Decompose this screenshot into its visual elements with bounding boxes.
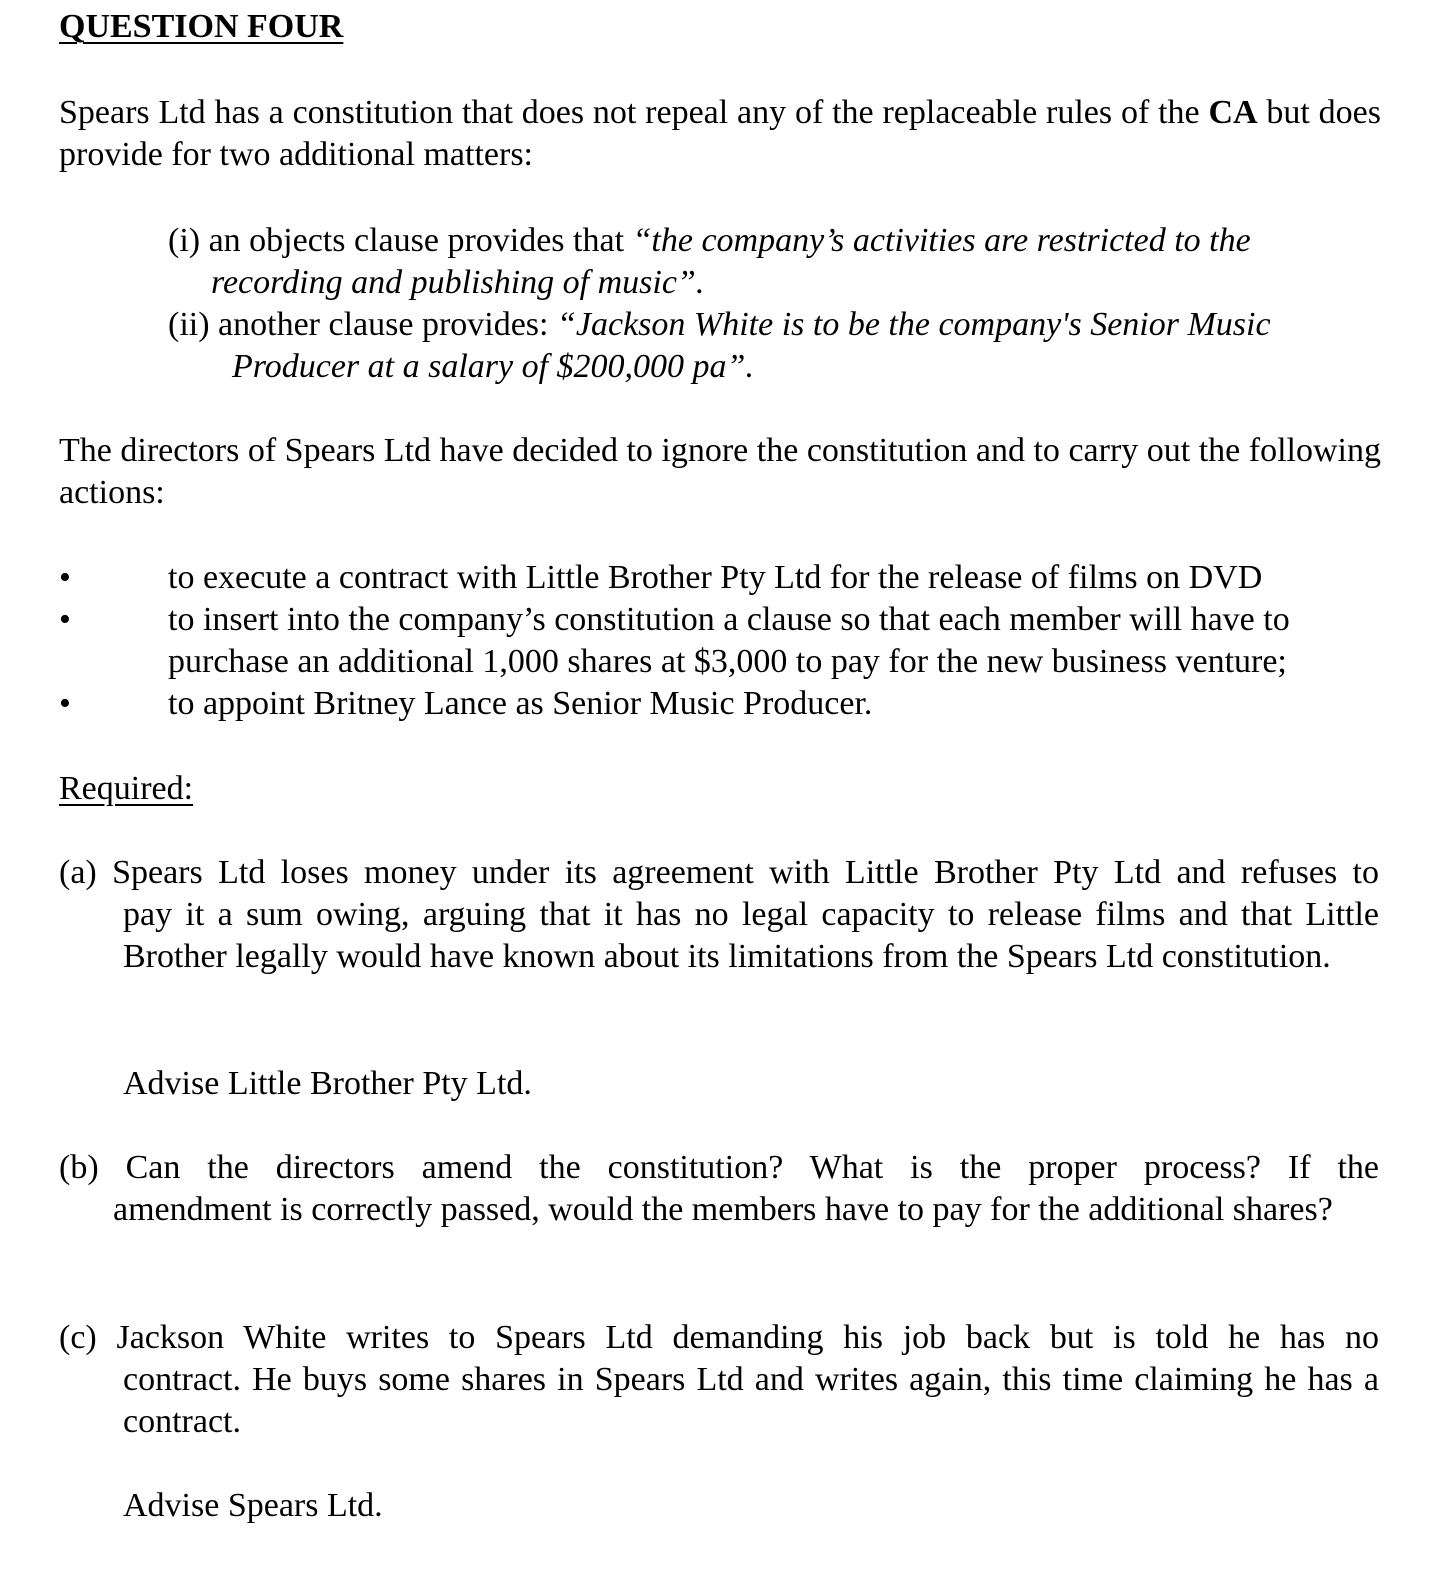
clause-prefix: (ii) another clause provides:	[168, 306, 557, 343]
bullet-icon: •	[59, 601, 71, 638]
bullet-icon: •	[59, 559, 71, 596]
required-label: Required:	[59, 770, 194, 807]
clause-quote-line1: “the company’s activities are restricted to the	[632, 222, 1251, 259]
question-c-advise: Advise Spears Ltd.	[123, 1487, 383, 1524]
clause-prefix: (i) an objects clause provides that	[168, 222, 633, 259]
action-text: to execute a contract with Little Brother Pty Ltd for the release of films on DVD	[168, 559, 1263, 596]
intro-bold-term: CA	[1208, 94, 1258, 131]
question-a-advise: Advise Little Brother Pty Ltd.	[123, 1065, 532, 1102]
list-item	[59, 557, 1381, 599]
question-c	[59, 1317, 1379, 1443]
list-item	[59, 599, 1381, 683]
question-heading: QUESTION FOUR	[59, 8, 344, 45]
question-b-first-line: (b) Can the directors amend the constitution? What is the proper process? If the	[59, 1149, 1379, 1186]
action-text: to insert into the company’s constitution a clause so that each member will have to purchase an additional 1,000 shares at $3,000 to pay for the new business venture;	[168, 601, 1290, 680]
question-a	[59, 852, 1379, 978]
question-a-text: pay it a sum owing, arguing that it has no legal capacity to release films and that Little Brother legally would have known about its limitations from the Spears Ltd constitution.	[123, 896, 1379, 975]
question-b	[59, 1147, 1379, 1231]
question-c-first-line: (c) Jackson White writes to Spears Ltd demanding his job back but is told he has no	[59, 1319, 1379, 1356]
intro-text-after: but does provide for two additional matters:	[59, 94, 1381, 173]
question-a-first-line: (a) Spears Ltd loses money under its agreement with Little Brother Pty Ltd and refuses to	[59, 854, 1379, 891]
actions-list	[59, 557, 1381, 725]
intro-text-before: Spears Ltd has a constitution that does not repeal any of the replaceable rules of the	[59, 94, 1209, 131]
clause-quote-line2: recording and publishing of music”.	[211, 264, 705, 301]
action-text: to appoint Britney Lance as Senior Music Producer.	[168, 685, 873, 722]
question-c-text: contract. He buys some shares in Spears Ltd and writes again, this time claiming he has a contract.	[123, 1361, 1379, 1440]
bullet-icon: •	[59, 685, 71, 722]
constitution-clauses	[168, 220, 1378, 388]
clause-quote-line1: “Jackson White is to be the company's Senior Music	[556, 306, 1271, 343]
directors-paragraph: The directors of Spears Ltd have decided to ignore the constitution and to carry out the following actions:	[59, 432, 1381, 511]
intro-paragraph	[59, 92, 1381, 176]
clause-quote-line2: Producer at a salary of $200,000 pa”.	[232, 348, 754, 385]
clause-item-ii	[168, 304, 1378, 388]
clause-item-i	[168, 220, 1378, 304]
list-item	[59, 683, 1381, 725]
question-b-text: amendment is correctly passed, would the members have to pay for the additional shares?	[113, 1191, 1333, 1228]
